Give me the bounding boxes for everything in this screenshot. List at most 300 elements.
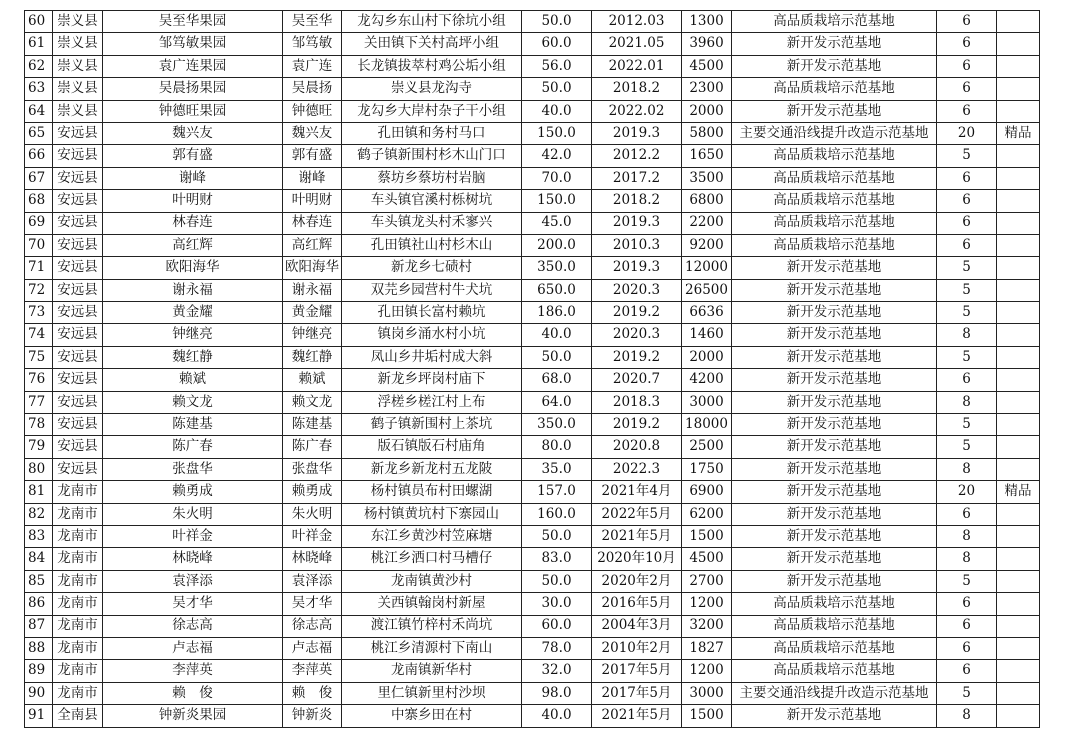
cell-area: 50.0 [522, 78, 592, 100]
cell-base-type: 新开发示范基地 [732, 33, 937, 55]
cell-county: 安远县 [53, 391, 103, 413]
cell-row-number: 88 [25, 637, 53, 659]
cell-orchard-name: 叶明财 [103, 190, 283, 212]
cell-area: 186.0 [522, 302, 592, 324]
cell-grade [997, 682, 1040, 704]
cell-location: 版石镇版石村庙角 [342, 436, 522, 458]
cell-planting-date: 2018.3 [592, 391, 682, 413]
cell-plant-count: 9200 [682, 234, 732, 256]
cell-area: 64.0 [522, 391, 592, 413]
cell-grade [997, 548, 1040, 570]
cell-county: 安远县 [53, 346, 103, 368]
cell-location: 双芫乡园营村牛犬坑 [342, 279, 522, 301]
cell-owner: 林春连 [283, 212, 342, 234]
cell-orchard-name: 张盘华 [103, 458, 283, 480]
cell-planting-date: 2019.2 [592, 302, 682, 324]
cell-plant-count: 4500 [682, 548, 732, 570]
cell-grade [997, 302, 1040, 324]
cell-base-type: 主要交通沿线提升改造示范基地 [732, 682, 937, 704]
cell-score: 8 [937, 705, 997, 727]
cell-score: 5 [937, 682, 997, 704]
cell-planting-date: 2012.03 [592, 11, 682, 33]
cell-score: 6 [937, 503, 997, 525]
cell-planting-date: 2019.2 [592, 346, 682, 368]
cell-area: 150.0 [522, 190, 592, 212]
cell-planting-date: 2010年2月 [592, 637, 682, 659]
cell-area: 50.0 [522, 346, 592, 368]
cell-base-type: 高品质栽培示范基地 [732, 660, 937, 682]
cell-plant-count: 6200 [682, 503, 732, 525]
cell-score: 5 [937, 257, 997, 279]
cell-orchard-name: 李萍英 [103, 660, 283, 682]
cell-county: 安远县 [53, 302, 103, 324]
cell-owner: 钟德旺 [283, 100, 342, 122]
cell-area: 98.0 [522, 682, 592, 704]
table-row [25, 55, 1040, 77]
cell-grade [997, 100, 1040, 122]
cell-plant-count: 1200 [682, 593, 732, 615]
cell-owner: 赖 俊 [283, 682, 342, 704]
cell-location: 桃江乡洒口村马槽仔 [342, 548, 522, 570]
cell-area: 56.0 [522, 55, 592, 77]
cell-area: 50.0 [522, 570, 592, 592]
cell-base-type: 高品质栽培示范基地 [732, 78, 937, 100]
cell-planting-date: 2019.2 [592, 414, 682, 436]
cell-planting-date: 2019.3 [592, 212, 682, 234]
cell-area: 60.0 [522, 33, 592, 55]
cell-planting-date: 2022.02 [592, 100, 682, 122]
cell-row-number: 76 [25, 369, 53, 391]
cell-location: 长龙镇拔萃村鸡公垢小组 [342, 55, 522, 77]
cell-base-type: 新开发示范基地 [732, 257, 937, 279]
cell-row-number: 83 [25, 525, 53, 547]
cell-plant-count: 2000 [682, 100, 732, 122]
cell-county: 安远县 [53, 279, 103, 301]
cell-planting-date: 2021年5月 [592, 705, 682, 727]
table-row [25, 414, 1040, 436]
cell-planting-date: 2021年5月 [592, 525, 682, 547]
cell-location: 新龙乡坪岗村庙下 [342, 369, 522, 391]
cell-planting-date: 2021年4月 [592, 481, 682, 503]
cell-county: 龙南市 [53, 615, 103, 637]
cell-base-type: 新开发示范基地 [732, 525, 937, 547]
cell-grade [997, 145, 1040, 167]
cell-owner: 袁泽添 [283, 570, 342, 592]
cell-owner: 郭有盛 [283, 145, 342, 167]
cell-area: 40.0 [522, 100, 592, 122]
cell-base-type: 新开发示范基地 [732, 436, 937, 458]
cell-owner: 钟新炎 [283, 705, 342, 727]
cell-planting-date: 2022.01 [592, 55, 682, 77]
cell-grade [997, 458, 1040, 480]
cell-orchard-name: 谢永福 [103, 279, 283, 301]
cell-score: 6 [937, 100, 997, 122]
cell-location: 龙勾乡东山村下徐坑小组 [342, 11, 522, 33]
table-row [25, 100, 1040, 122]
cell-location: 镇岗乡涌水村小坑 [342, 324, 522, 346]
cell-row-number: 89 [25, 660, 53, 682]
cell-orchard-name: 吴才华 [103, 593, 283, 615]
table-row [25, 302, 1040, 324]
cell-location: 龙南镇新华村 [342, 660, 522, 682]
cell-county: 安远县 [53, 212, 103, 234]
cell-owner: 张盘华 [283, 458, 342, 480]
cell-orchard-name: 魏红静 [103, 346, 283, 368]
cell-area: 30.0 [522, 593, 592, 615]
cell-county: 崇义县 [53, 55, 103, 77]
cell-score: 8 [937, 548, 997, 570]
cell-owner: 叶明财 [283, 190, 342, 212]
cell-score: 8 [937, 458, 997, 480]
cell-grade [997, 346, 1040, 368]
cell-plant-count: 2700 [682, 570, 732, 592]
cell-county: 安远县 [53, 122, 103, 144]
cell-grade [997, 11, 1040, 33]
cell-owner: 黄金耀 [283, 302, 342, 324]
cell-row-number: 72 [25, 279, 53, 301]
cell-plant-count: 5800 [682, 122, 732, 144]
cell-row-number: 60 [25, 11, 53, 33]
cell-score: 5 [937, 414, 997, 436]
cell-area: 350.0 [522, 257, 592, 279]
cell-row-number: 75 [25, 346, 53, 368]
cell-location: 孔田镇社山村杉木山 [342, 234, 522, 256]
cell-planting-date: 2019.3 [592, 122, 682, 144]
table-row [25, 705, 1040, 727]
cell-base-type: 新开发示范基地 [732, 548, 937, 570]
cell-base-type: 新开发示范基地 [732, 279, 937, 301]
cell-score: 6 [937, 660, 997, 682]
cell-plant-count: 26500 [682, 279, 732, 301]
cell-grade [997, 369, 1040, 391]
cell-area: 70.0 [522, 167, 592, 189]
cell-base-type: 新开发示范基地 [732, 481, 937, 503]
cell-row-number: 61 [25, 33, 53, 55]
cell-location: 桃江乡清源村下南山 [342, 637, 522, 659]
cell-orchard-name: 钟继亮 [103, 324, 283, 346]
cell-base-type: 新开发示范基地 [732, 369, 937, 391]
cell-row-number: 85 [25, 570, 53, 592]
cell-grade [997, 414, 1040, 436]
cell-owner: 卢志福 [283, 637, 342, 659]
cell-location: 凤山乡井垢村成大斜 [342, 346, 522, 368]
cell-base-type: 新开发示范基地 [732, 55, 937, 77]
cell-owner: 朱火明 [283, 503, 342, 525]
table-body [25, 11, 1040, 728]
cell-owner: 钟继亮 [283, 324, 342, 346]
cell-owner: 魏兴友 [283, 122, 342, 144]
cell-location: 龙南镇黄沙村 [342, 570, 522, 592]
cell-plant-count: 2500 [682, 436, 732, 458]
cell-score: 20 [937, 481, 997, 503]
cell-row-number: 79 [25, 436, 53, 458]
cell-grade [997, 279, 1040, 301]
cell-row-number: 67 [25, 167, 53, 189]
table-row [25, 145, 1040, 167]
cell-owner: 赖斌 [283, 369, 342, 391]
cell-grade [997, 570, 1040, 592]
cell-plant-count: 3500 [682, 167, 732, 189]
cell-row-number: 74 [25, 324, 53, 346]
cell-county: 安远县 [53, 190, 103, 212]
cell-county: 龙南市 [53, 660, 103, 682]
cell-location: 中寨乡田在村 [342, 705, 522, 727]
cell-area: 32.0 [522, 660, 592, 682]
cell-location: 里仁镇新里村沙坝 [342, 682, 522, 704]
cell-row-number: 78 [25, 414, 53, 436]
cell-location: 龙勾乡大岸村杂子干小组 [342, 100, 522, 122]
cell-location: 孔田镇长富村赖坑 [342, 302, 522, 324]
table-row [25, 78, 1040, 100]
table-row [25, 436, 1040, 458]
table-row [25, 660, 1040, 682]
cell-county: 龙南市 [53, 481, 103, 503]
cell-base-type: 新开发示范基地 [732, 570, 937, 592]
cell-owner: 李萍英 [283, 660, 342, 682]
cell-orchard-name: 赖文龙 [103, 391, 283, 413]
cell-area: 78.0 [522, 637, 592, 659]
cell-score: 8 [937, 391, 997, 413]
cell-row-number: 66 [25, 145, 53, 167]
cell-county: 安远县 [53, 369, 103, 391]
cell-score: 5 [937, 346, 997, 368]
cell-owner: 魏红静 [283, 346, 342, 368]
cell-county: 安远县 [53, 234, 103, 256]
cell-owner: 谢峰 [283, 167, 342, 189]
cell-orchard-name: 钟德旺果园 [103, 100, 283, 122]
cell-location: 杨村镇黄坑村下寨园山 [342, 503, 522, 525]
cell-location: 车头镇龙头村禾寥兴 [342, 212, 522, 234]
cell-planting-date: 2018.2 [592, 190, 682, 212]
table-row [25, 279, 1040, 301]
cell-score: 6 [937, 593, 997, 615]
cell-grade [997, 525, 1040, 547]
cell-owner: 徐志高 [283, 615, 342, 637]
cell-location: 崇义县龙沟寺 [342, 78, 522, 100]
cell-grade [997, 615, 1040, 637]
cell-area: 157.0 [522, 481, 592, 503]
cell-orchard-name: 袁广连果园 [103, 55, 283, 77]
table-row [25, 369, 1040, 391]
cell-score: 8 [937, 324, 997, 346]
cell-score: 6 [937, 167, 997, 189]
cell-owner: 高红辉 [283, 234, 342, 256]
cell-grade: 精品 [997, 481, 1040, 503]
cell-plant-count: 1500 [682, 525, 732, 547]
table-row [25, 212, 1040, 234]
cell-plant-count: 12000 [682, 257, 732, 279]
cell-planting-date: 2010.3 [592, 234, 682, 256]
cell-orchard-name: 林晓峰 [103, 548, 283, 570]
cell-owner: 袁广连 [283, 55, 342, 77]
cell-orchard-name: 魏兴友 [103, 122, 283, 144]
cell-planting-date: 2018.2 [592, 78, 682, 100]
cell-base-type: 新开发示范基地 [732, 414, 937, 436]
cell-plant-count: 3000 [682, 391, 732, 413]
cell-base-type: 高品质栽培示范基地 [732, 190, 937, 212]
cell-area: 60.0 [522, 615, 592, 637]
cell-base-type: 高品质栽培示范基地 [732, 212, 937, 234]
cell-county: 安远县 [53, 167, 103, 189]
cell-area: 45.0 [522, 212, 592, 234]
cell-orchard-name: 吴至华果园 [103, 11, 283, 33]
cell-orchard-name: 赖勇成 [103, 481, 283, 503]
cell-area: 83.0 [522, 548, 592, 570]
cell-row-number: 64 [25, 100, 53, 122]
cell-score: 6 [937, 369, 997, 391]
table-row [25, 615, 1040, 637]
cell-score: 6 [937, 190, 997, 212]
cell-county: 安远县 [53, 458, 103, 480]
cell-grade [997, 78, 1040, 100]
cell-score: 5 [937, 279, 997, 301]
cell-score: 6 [937, 11, 997, 33]
cell-row-number: 91 [25, 705, 53, 727]
cell-grade: 精品 [997, 122, 1040, 144]
cell-score: 5 [937, 570, 997, 592]
cell-area: 350.0 [522, 414, 592, 436]
cell-grade [997, 257, 1040, 279]
cell-base-type: 新开发示范基地 [732, 705, 937, 727]
cell-orchard-name: 欧阳海华 [103, 257, 283, 279]
cell-row-number: 69 [25, 212, 53, 234]
cell-owner: 陈建基 [283, 414, 342, 436]
cell-grade [997, 391, 1040, 413]
cell-area: 42.0 [522, 145, 592, 167]
cell-location: 浮槎乡槎江村上布 [342, 391, 522, 413]
cell-plant-count: 1460 [682, 324, 732, 346]
cell-row-number: 80 [25, 458, 53, 480]
cell-county: 龙南市 [53, 637, 103, 659]
cell-score: 20 [937, 122, 997, 144]
cell-base-type: 高品质栽培示范基地 [732, 615, 937, 637]
cell-location: 杨村镇员布村田螺湖 [342, 481, 522, 503]
cell-owner: 赖勇成 [283, 481, 342, 503]
cell-orchard-name: 徐志高 [103, 615, 283, 637]
cell-score: 6 [937, 615, 997, 637]
cell-location: 孔田镇和务村马口 [342, 122, 522, 144]
cell-base-type: 新开发示范基地 [732, 100, 937, 122]
cell-grade [997, 234, 1040, 256]
cell-location: 鹤子镇新围村杉木山门口 [342, 145, 522, 167]
cell-base-type: 高品质栽培示范基地 [732, 234, 937, 256]
cell-planting-date: 2017年5月 [592, 660, 682, 682]
cell-county: 崇义县 [53, 78, 103, 100]
cell-orchard-name: 袁泽添 [103, 570, 283, 592]
cell-planting-date: 2020.7 [592, 369, 682, 391]
cell-plant-count: 3200 [682, 615, 732, 637]
cell-owner: 吴至华 [283, 11, 342, 33]
cell-row-number: 70 [25, 234, 53, 256]
cell-area: 35.0 [522, 458, 592, 480]
cell-row-number: 73 [25, 302, 53, 324]
cell-area: 150.0 [522, 122, 592, 144]
table-row [25, 525, 1040, 547]
cell-orchard-name: 高红辉 [103, 234, 283, 256]
cell-county: 龙南市 [53, 525, 103, 547]
cell-grade [997, 55, 1040, 77]
cell-area: 160.0 [522, 503, 592, 525]
cell-location: 渡江镇竹梓村禾尚坑 [342, 615, 522, 637]
cell-area: 650.0 [522, 279, 592, 301]
cell-county: 安远县 [53, 324, 103, 346]
cell-row-number: 65 [25, 122, 53, 144]
cell-base-type: 高品质栽培示范基地 [732, 637, 937, 659]
table-row [25, 570, 1040, 592]
cell-orchard-name: 朱火明 [103, 503, 283, 525]
cell-orchard-name: 钟新炎果园 [103, 705, 283, 727]
cell-county: 崇义县 [53, 11, 103, 33]
cell-planting-date: 2019.3 [592, 257, 682, 279]
cell-county: 龙南市 [53, 548, 103, 570]
cell-planting-date: 2021.05 [592, 33, 682, 55]
cell-location: 鹤子镇新围村上茶坑 [342, 414, 522, 436]
cell-score: 5 [937, 302, 997, 324]
table-row [25, 346, 1040, 368]
table-row [25, 391, 1040, 413]
cell-orchard-name: 邹笃敏果园 [103, 33, 283, 55]
cell-score: 6 [937, 212, 997, 234]
cell-row-number: 62 [25, 55, 53, 77]
orchard-table [24, 10, 1040, 728]
cell-area: 68.0 [522, 369, 592, 391]
table-row [25, 234, 1040, 256]
table-row [25, 637, 1040, 659]
table-row [25, 33, 1040, 55]
cell-grade [997, 705, 1040, 727]
cell-area: 40.0 [522, 705, 592, 727]
cell-orchard-name: 黄金耀 [103, 302, 283, 324]
cell-base-type: 高品质栽培示范基地 [732, 167, 937, 189]
cell-planting-date: 2017年5月 [592, 682, 682, 704]
cell-county: 安远县 [53, 145, 103, 167]
cell-orchard-name: 陈广春 [103, 436, 283, 458]
cell-score: 6 [937, 55, 997, 77]
cell-base-type: 高品质栽培示范基地 [732, 11, 937, 33]
cell-grade [997, 503, 1040, 525]
cell-plant-count: 1650 [682, 145, 732, 167]
cell-owner: 吴才华 [283, 593, 342, 615]
cell-plant-count: 4500 [682, 55, 732, 77]
cell-orchard-name: 卢志福 [103, 637, 283, 659]
cell-plant-count: 1500 [682, 705, 732, 727]
cell-orchard-name: 吴晨扬果园 [103, 78, 283, 100]
cell-score: 6 [937, 637, 997, 659]
table-row [25, 481, 1040, 503]
cell-plant-count: 1750 [682, 458, 732, 480]
cell-score: 6 [937, 78, 997, 100]
cell-score: 8 [937, 525, 997, 547]
cell-owner: 叶祥金 [283, 525, 342, 547]
cell-row-number: 68 [25, 190, 53, 212]
cell-row-number: 77 [25, 391, 53, 413]
cell-area: 200.0 [522, 234, 592, 256]
cell-planting-date: 2020.3 [592, 279, 682, 301]
table-row [25, 11, 1040, 33]
cell-row-number: 71 [25, 257, 53, 279]
cell-score: 6 [937, 33, 997, 55]
cell-orchard-name: 叶祥金 [103, 525, 283, 547]
cell-planting-date: 2022.3 [592, 458, 682, 480]
cell-grade [997, 660, 1040, 682]
cell-area: 40.0 [522, 324, 592, 346]
cell-county: 龙南市 [53, 570, 103, 592]
cell-county: 安远县 [53, 414, 103, 436]
cell-orchard-name: 林春连 [103, 212, 283, 234]
cell-base-type: 高品质栽培示范基地 [732, 593, 937, 615]
cell-row-number: 90 [25, 682, 53, 704]
cell-row-number: 87 [25, 615, 53, 637]
